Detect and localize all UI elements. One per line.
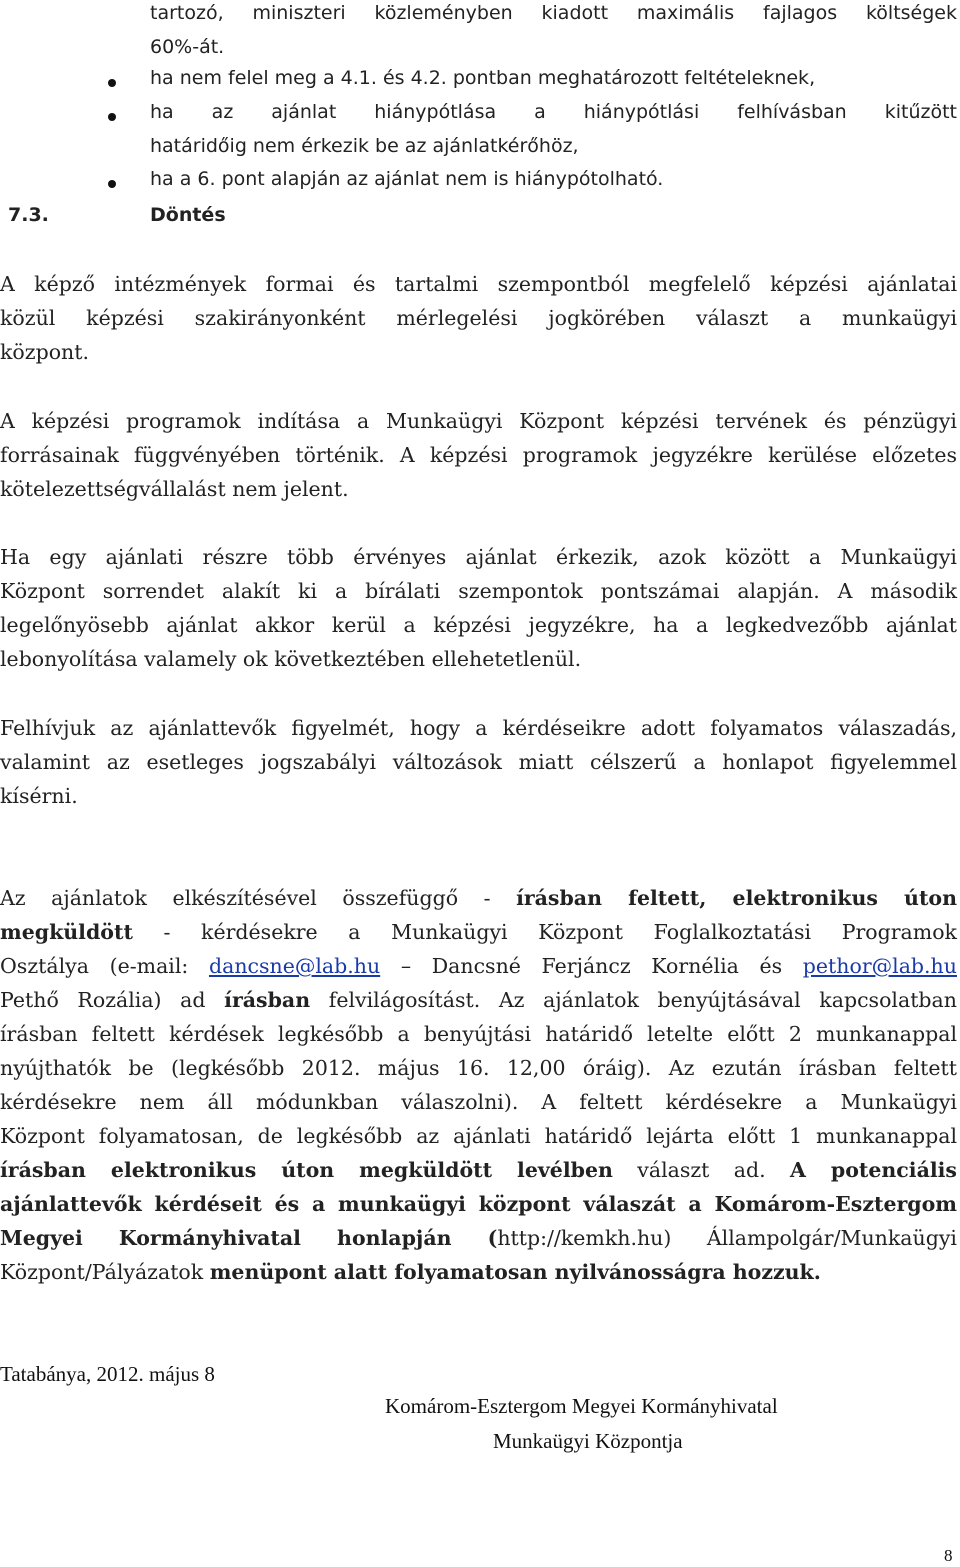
paragraph-line: nyújthatók be (legkésőbb 2012. május 16. 12,00 óráig). Az ezután írásban feltett — [0, 1056, 957, 1080]
paragraph-line: kérdésekre nem áll módunkban válaszolni). A feltett kérdésekre a Munkaügyi — [0, 1090, 957, 1114]
list-item-continuation: határidőig nem érkezik be az ajánlatkérőhöz, — [150, 135, 579, 157]
paragraph-line: kötelezettségvállalást nem jelent. — [0, 477, 349, 501]
page-number: 8 — [944, 1546, 953, 1565]
text-line: 60%-át. — [150, 36, 225, 58]
paragraph-line: Megyei Kormányhivatal honlapján (http://kemkh.hu) Állampolgár/Munkaügyi — [0, 1226, 957, 1250]
bullet-icon — [108, 180, 116, 188]
section-title: Döntés — [150, 204, 226, 226]
paragraph-line: A képzési programok indítása a Munkaügyi Központ képzési tervének és pénzügyi — [0, 409, 957, 433]
paragraph-line: Felhívjuk az ajánlattevők figyelmét, hogy a kérdéseikre adott folyamatos válaszadás, — [0, 716, 957, 740]
bullet-icon — [108, 79, 116, 87]
paragraph-line: írásban feltett kérdések legkésőbb a benyújtási határidő letelte előtt 2 munkanappal — [0, 1022, 957, 1046]
paragraph-line: lebonyolítása valamely ok következtében ellehetetlenül. — [0, 647, 582, 671]
paragraph-line: központ. — [0, 340, 89, 364]
paragraph-line: forrásainak függvényében történik. A képzési programok jegyzékre kerülése előzetes — [0, 443, 957, 467]
email-link-pethor[interactable]: pethor@lab.hu — [802, 954, 957, 978]
bullet-icon — [108, 113, 116, 121]
signature-line: Komárom-Esztergom Megyei Kormányhivatal — [385, 1394, 778, 1418]
list-item: ha nem felel meg a 4.1. és 4.2. pontban meghatározott feltételeknek, — [150, 67, 816, 89]
paragraph-line: Központ sorrendet alakít ki a bírálati szempontok pontszámai alapján. A második — [0, 579, 957, 603]
paragraph-line: ajánlattevők kérdéseit és a munkaügyi központ válaszát a Komárom-Esztergom — [0, 1192, 957, 1216]
paragraph-line: legelőnyösebb ajánlat akkor kerül a képzési jegyzékre, ha a legkedvezőbb ajánlat — [0, 613, 957, 637]
signature-line: Munkaügyi Központja — [493, 1429, 683, 1453]
paragraph-line: írásban elektronikus úton megküldött levélben választ ad. A potenciális — [0, 1158, 957, 1182]
paragraph-line: Ha egy ajánlati részre több érvényes ajánlat érkezik, azok között a Munkaügyi — [0, 545, 957, 569]
text-line: tartozó, miniszteri közleményben kiadott maximális fajlagos költségek — [150, 2, 957, 24]
paragraph-line: A képző intézmények formai és tartalmi szempontból megfelelő képzési ajánlatai — [0, 272, 957, 296]
paragraph-line: Osztálya (e-mail: dancsne@lab.hu – Dancsné Ferjáncz Kornélia és pethor@lab.hu — [0, 954, 957, 978]
section-number: 7.3. — [8, 204, 49, 226]
list-item: ha az ajánlat hiánypótlása a hiánypótlási felhívásban kitűzött — [150, 101, 957, 123]
paragraph-line: Az ajánlatok elkészítésével összefüggő - írásban feltett, elektronikus úton — [0, 886, 957, 910]
paragraph-line: Pethő Rozália) ad írásban felvilágosítást. Az ajánlatok benyújtásával kapcsolatban — [0, 988, 957, 1012]
paragraph-line: megküldött - kérdésekre a Munkaügyi Központ Foglalkoztatási Programok — [0, 920, 957, 944]
paragraph-line: Központ folyamatosan, de legkésőbb az ajánlati határidő lejárta előtt 1 munkanappal — [0, 1124, 957, 1148]
list-item: ha a 6. pont alapján az ajánlat nem is hiánypótolható. — [150, 168, 664, 190]
paragraph-line: Központ/Pályázatok menüpont alatt folyamatosan nyilvánosságra hozzuk. — [0, 1260, 821, 1284]
paragraph-line: kísérni. — [0, 784, 78, 808]
email-link-dancsne[interactable]: dancsne@lab.hu — [208, 954, 381, 978]
place-date: Tatabánya, 2012. május 8 — [0, 1362, 215, 1386]
paragraph-line: valamint az esetleges jogszabályi változások miatt célszerű a honlapot figyelemmel — [0, 750, 957, 774]
paragraph-line: közül képzési szakirányonként mérlegelési jogkörében választ a munkaügyi — [0, 306, 957, 330]
